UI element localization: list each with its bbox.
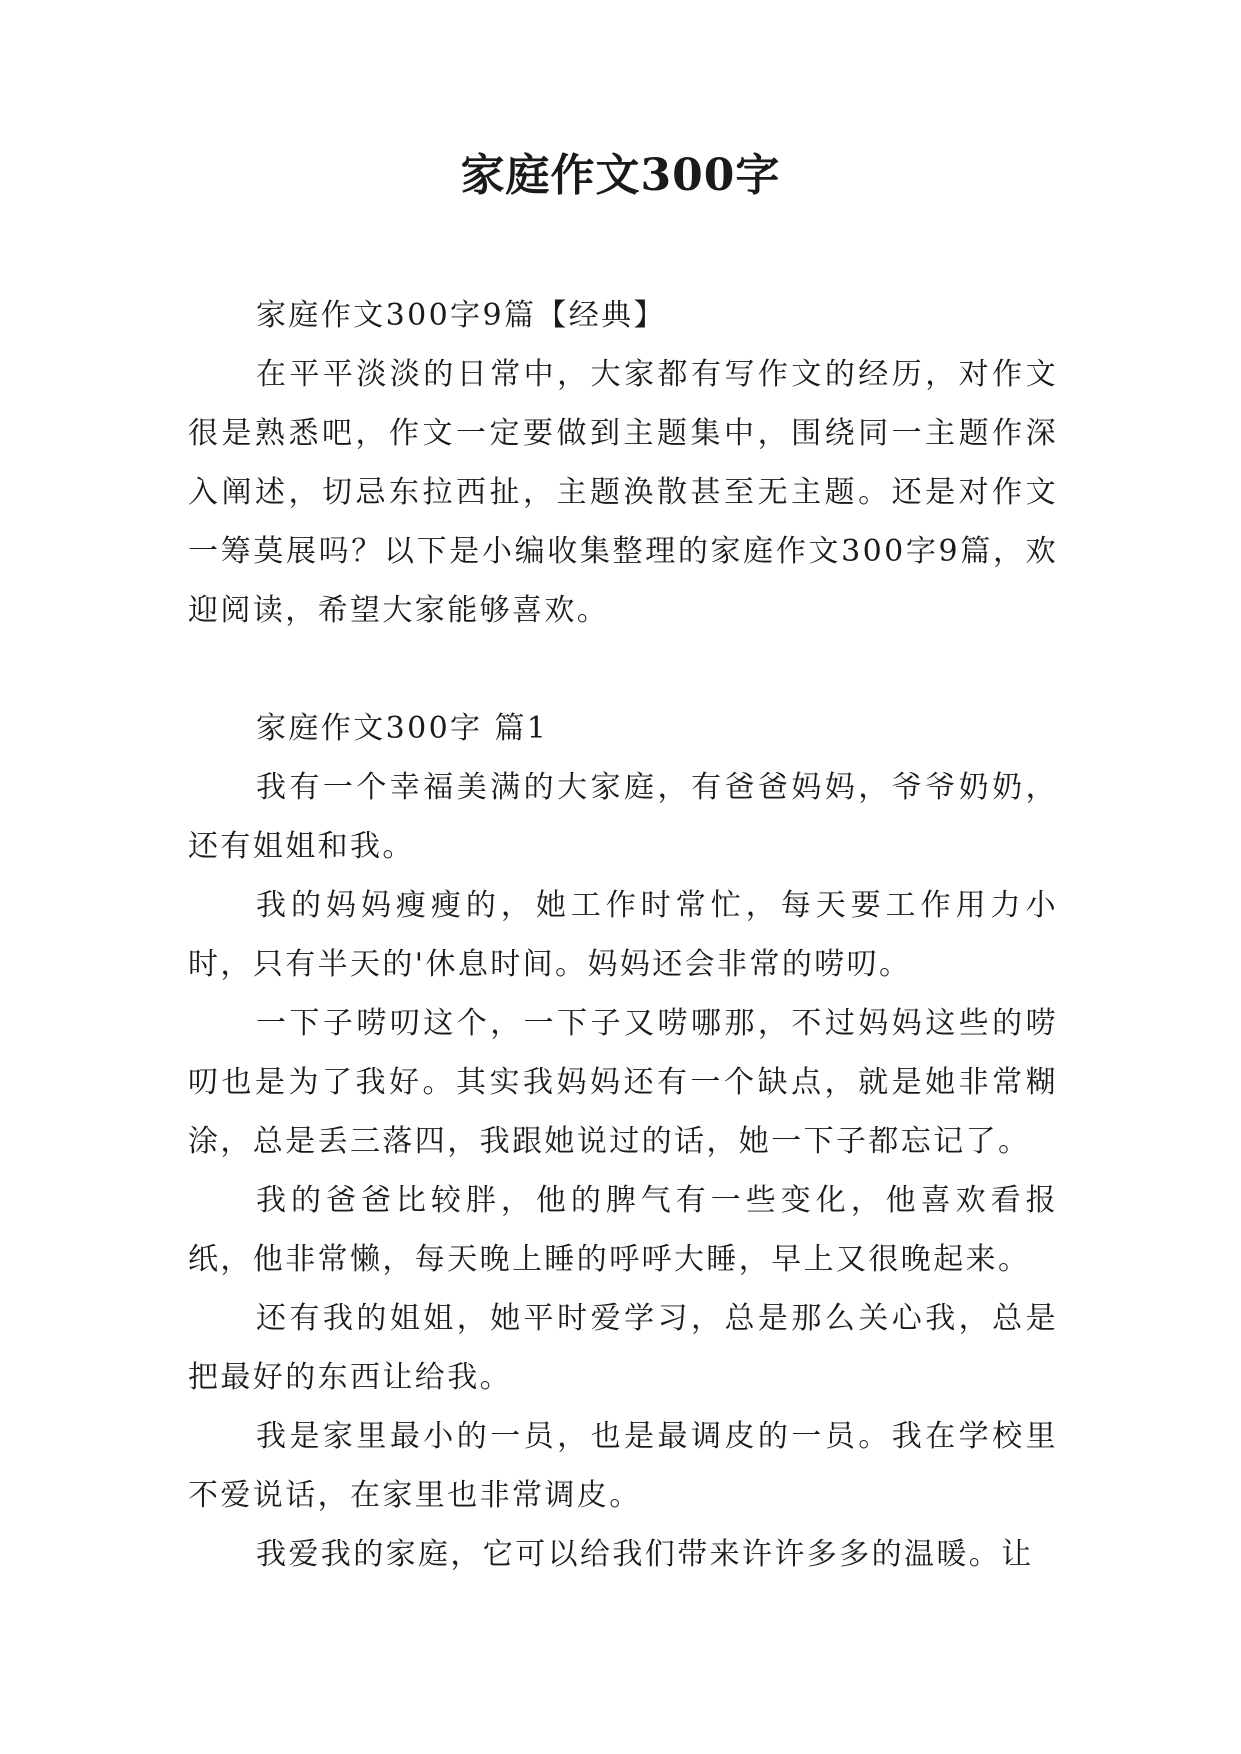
intro-paragraph: 在平平淡淡的日常中，大家都有写作文的经历，对作文很是熟悉吧，作文一定要做到主题集中，围绕同一主题作深入阐述，切忌东拉西扯，主题涣散甚至无主题。还是对作文一筹莫展吗？以下是小编收集整理的家庭作文300字9篇，欢迎阅读，希望大家能够喜欢。: [188, 357, 1058, 628]
document-body: [188, 286, 1058, 1584]
subtitle: 家庭作文300字9篇【经典】: [256, 298, 666, 333]
body-paragraph: 我的妈妈瘦瘦的，她工作时常忙，每天要工作用力小时，只有半天的'休息时间。妈妈还会非常的唠叨。: [188, 888, 1058, 982]
body-paragraph: 一下子唠叨这个，一下子又唠哪那，不过妈妈这些的唠叨也是为了我好。其实我妈妈还有一个缺点，就是她非常糊涂，总是丢三落四，我跟她说过的话，她一下子都忘记了。: [188, 1006, 1058, 1159]
body-paragraph: 我有一个幸福美满的大家庭，有爸爸妈妈，爷爷奶奶，还有姐姐和我。: [188, 770, 1058, 864]
body-paragraph: 我的爸爸比较胖，他的脾气有一些变化，他喜欢看报纸，他非常懒，每天晚上睡的呼呼大睡，早上又很晚起来。: [188, 1183, 1058, 1277]
section-heading: 家庭作文300字 篇1: [256, 711, 549, 746]
section-spacer: [188, 640, 1058, 699]
body-paragraph: 还有我的姐姐，她平时爱学习，总是那么关心我，总是把最好的东西让给我。: [188, 1301, 1058, 1395]
document-title: 家庭作文300字: [460, 150, 781, 201]
body-paragraph: 我爱我的家庭，它可以给我们带来许许多多的温暖。让: [256, 1537, 1034, 1572]
body-paragraph: 我是家里最小的一员，也是最调皮的一员。我在学校里不爱说话，在家里也非常调皮。: [188, 1419, 1058, 1513]
